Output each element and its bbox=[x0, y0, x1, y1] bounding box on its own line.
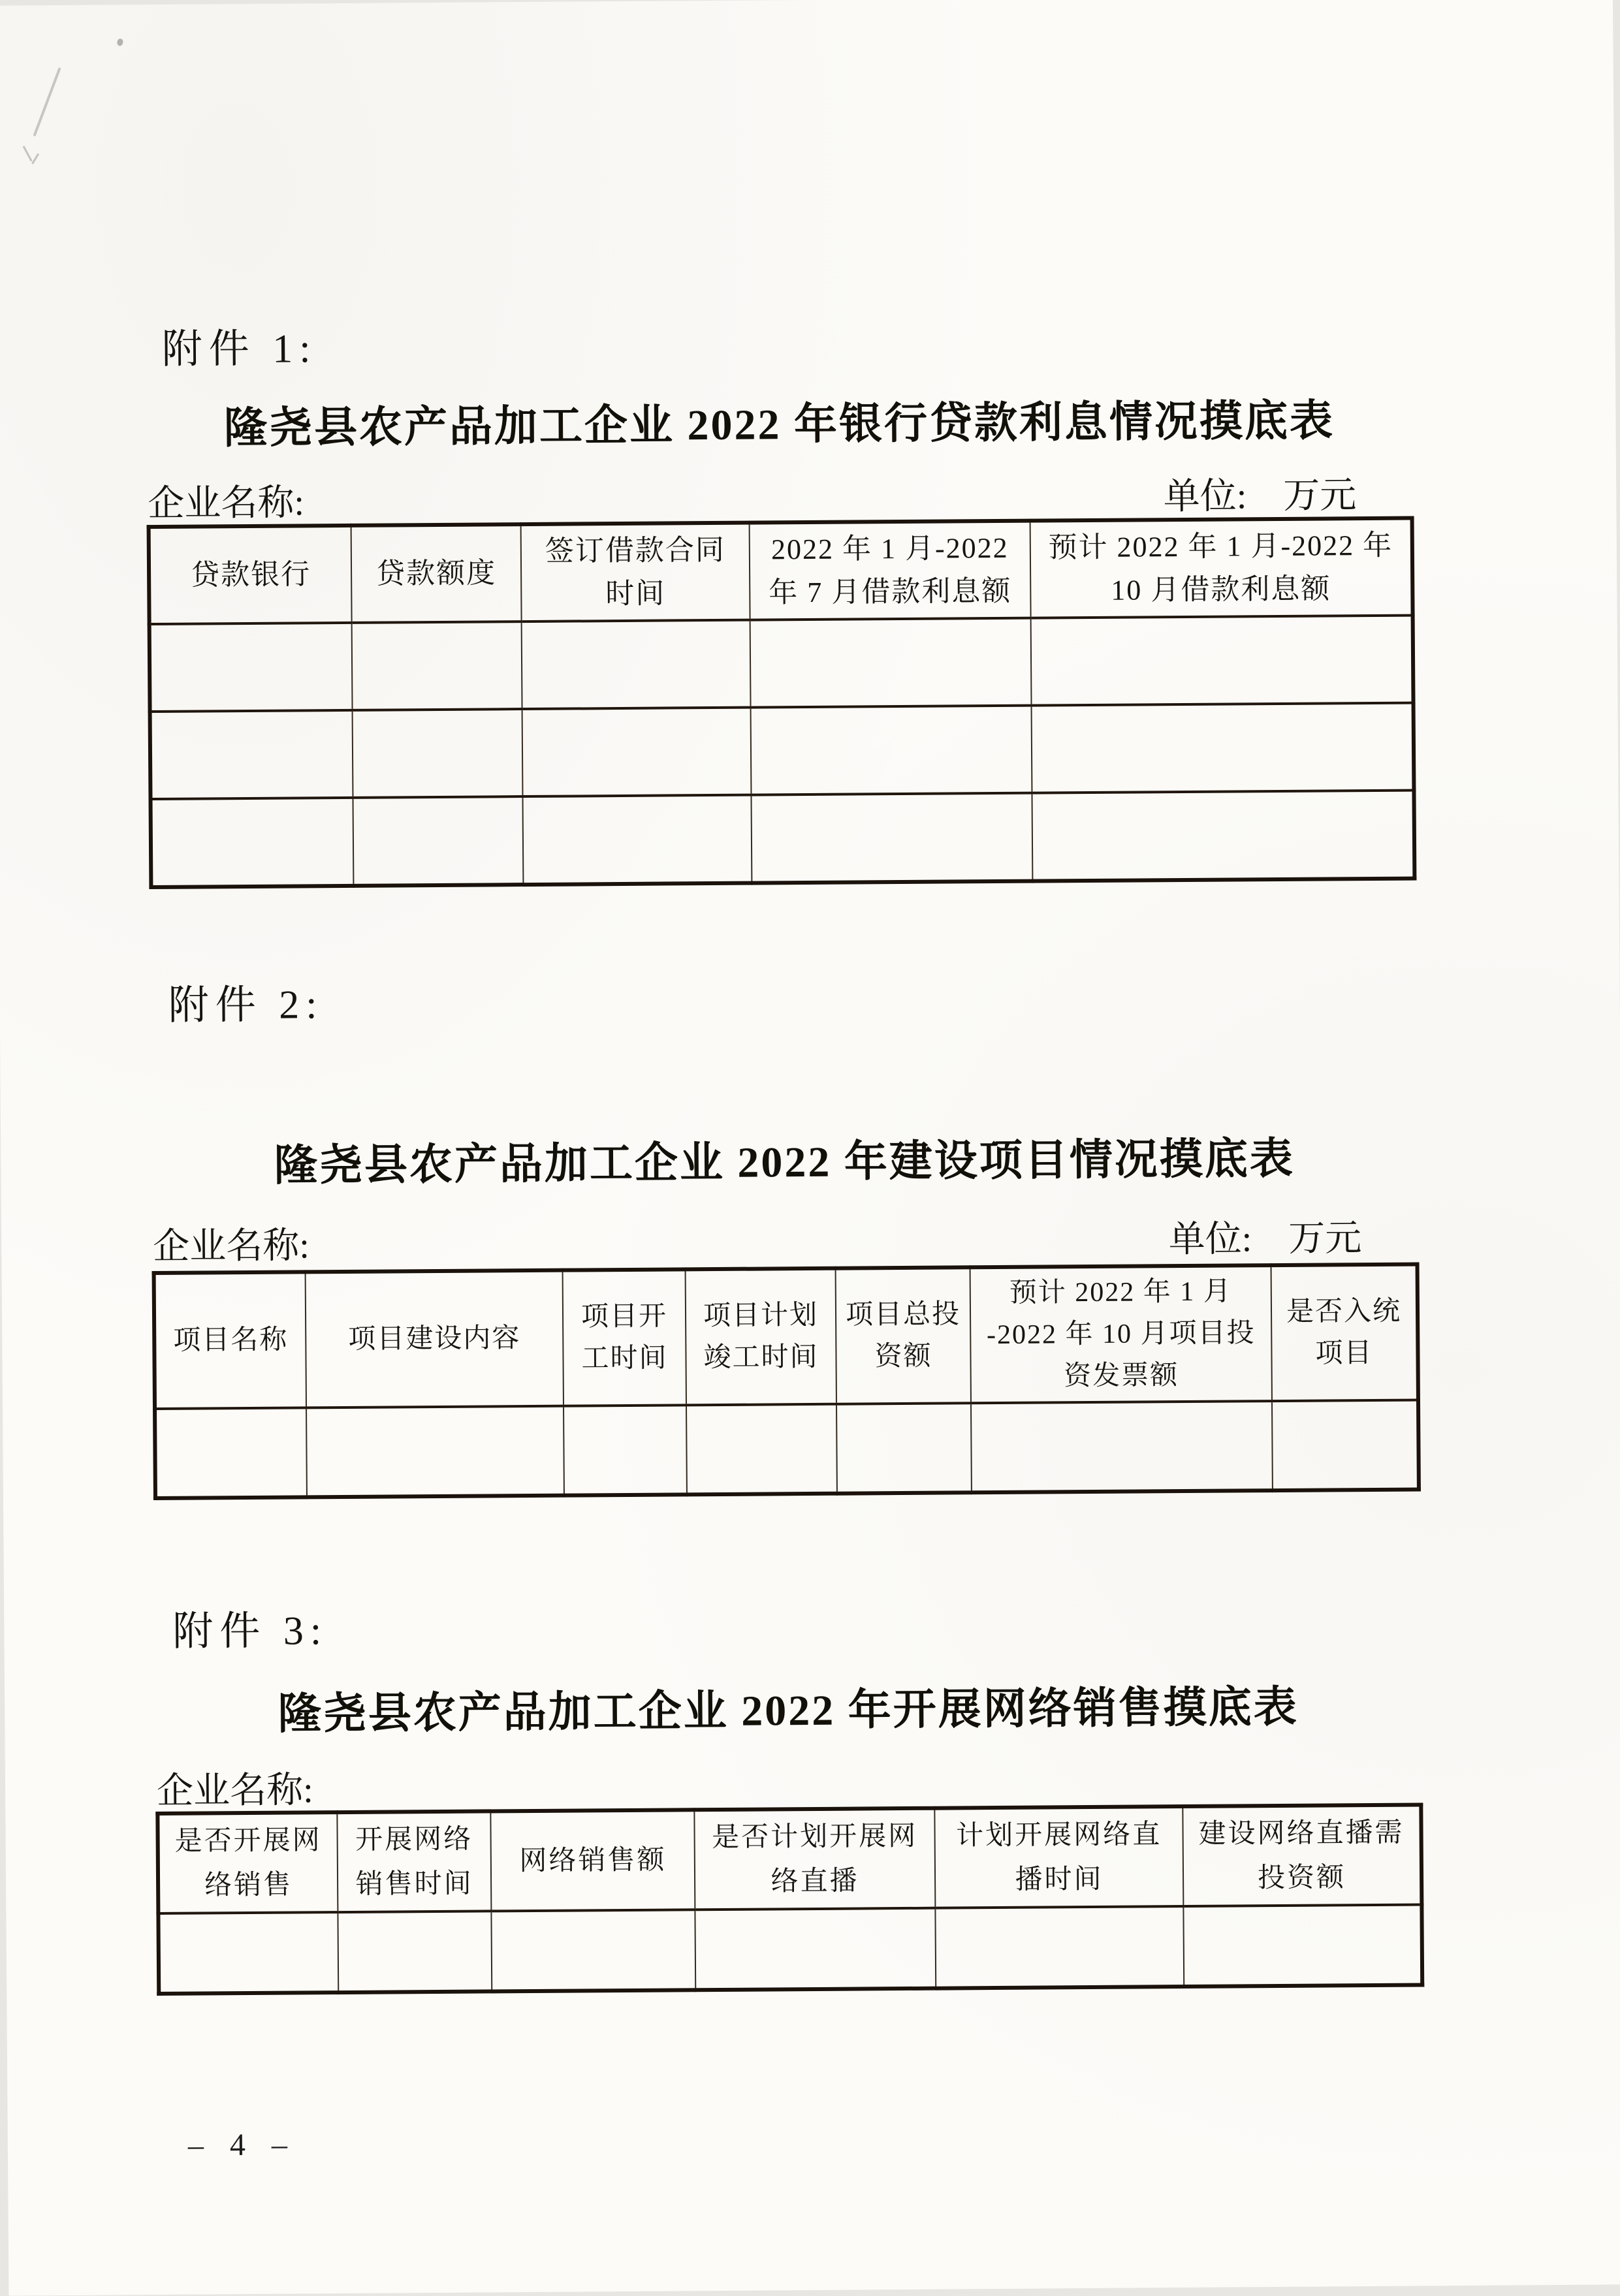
empty-cell bbox=[751, 793, 1032, 883]
scan-artifact bbox=[117, 39, 123, 46]
empty-cell bbox=[836, 1404, 972, 1494]
column-header: 是否计划开展网络直播 bbox=[694, 1808, 935, 1910]
column-header: 网络销售额 bbox=[490, 1810, 695, 1911]
online-sales-table bbox=[155, 1802, 1424, 1996]
empty-cell bbox=[150, 623, 353, 712]
attachment-2-label: 附件 2: bbox=[168, 983, 324, 1028]
scan-artifact bbox=[33, 67, 61, 136]
empty-cell bbox=[751, 706, 1032, 795]
attachment-2-meta bbox=[153, 1209, 1416, 1270]
empty-cell bbox=[151, 798, 354, 887]
column-header: 计划开展网络直播时间 bbox=[934, 1806, 1183, 1908]
empty-cell bbox=[352, 621, 522, 710]
column-header: 预计 2022 年 1 月 -2022 年 10 月项目投资发票额 bbox=[970, 1265, 1272, 1404]
column-header: 开展网络销售时间 bbox=[337, 1811, 491, 1912]
column-header: 项目开工时间 bbox=[563, 1269, 686, 1406]
empty-cell bbox=[491, 1910, 695, 1991]
table-header-row bbox=[149, 518, 1413, 625]
column-header: 项目计划竣工时间 bbox=[686, 1268, 836, 1406]
empty-cell bbox=[353, 796, 523, 886]
column-header: 项目建设内容 bbox=[306, 1270, 564, 1408]
column-header: 项目名称 bbox=[154, 1272, 306, 1409]
empty-cell bbox=[971, 1402, 1273, 1493]
attachment-3-title: 隆尧县农产品加工企业 2022 年开展网络销售摸底表 bbox=[278, 1683, 1299, 1738]
empty-cell bbox=[306, 1406, 564, 1498]
company-name-label: 企业名称: bbox=[153, 1225, 310, 1268]
attachment-3-label: 附件 3: bbox=[172, 1609, 328, 1654]
column-header: 建设网络直播需投资额 bbox=[1183, 1804, 1421, 1906]
empty-cell bbox=[353, 709, 523, 798]
empty-cell bbox=[522, 708, 752, 796]
empty-cell bbox=[522, 620, 751, 709]
scan-artifact bbox=[31, 153, 39, 165]
construction-project-table bbox=[152, 1262, 1421, 1500]
column-header: 签订借款合同时间 bbox=[521, 523, 750, 621]
page-number: – 4 – bbox=[187, 2127, 297, 2163]
empty-cell bbox=[155, 1408, 307, 1499]
company-name-label: 企业名称: bbox=[148, 482, 305, 525]
empty-cell bbox=[338, 1911, 492, 1993]
empty-cell bbox=[1032, 791, 1414, 881]
column-header: 贷款银行 bbox=[149, 526, 352, 624]
empty-cell bbox=[1031, 616, 1414, 706]
empty-cell bbox=[1032, 703, 1414, 793]
table-row bbox=[158, 1905, 1422, 1994]
bank-loan-interest-table bbox=[147, 516, 1417, 890]
column-header: 预计 2022 年 1 月-2022 年 10 月借款利息额 bbox=[1030, 518, 1413, 618]
column-header: 是否开展网络销售 bbox=[157, 1812, 338, 1913]
table-row bbox=[151, 791, 1415, 888]
table-row bbox=[150, 703, 1414, 800]
attachment-2-title: 隆尧县农产品加工企业 2022 年建设项目情况摸底表 bbox=[274, 1135, 1295, 1190]
unit-label: 单位: 万元 bbox=[1163, 475, 1357, 518]
empty-cell bbox=[695, 1908, 936, 1990]
empty-cell bbox=[1272, 1400, 1419, 1491]
empty-cell bbox=[522, 795, 752, 885]
scan-artifact bbox=[23, 146, 33, 161]
empty-cell bbox=[564, 1406, 687, 1496]
column-header: 项目总投资额 bbox=[836, 1267, 971, 1404]
empty-cell bbox=[686, 1404, 837, 1495]
empty-cell bbox=[158, 1912, 338, 1994]
attachment-1-title: 隆尧县农产品加工企业 2022 年银行贷款利息情况摸底表 bbox=[223, 397, 1335, 453]
empty-cell bbox=[1183, 1905, 1422, 1987]
table-row bbox=[155, 1400, 1419, 1499]
table-row bbox=[150, 616, 1414, 712]
table-header-row bbox=[154, 1265, 1418, 1409]
company-name-label: 企业名称: bbox=[156, 1770, 313, 1812]
column-header: 2022 年 1 月-2022 年 7 月借款利息额 bbox=[750, 521, 1031, 620]
empty-cell bbox=[750, 618, 1032, 708]
empty-cell bbox=[935, 1906, 1184, 1989]
attachment-1-label: 附件 1: bbox=[161, 326, 317, 372]
empty-cell bbox=[150, 710, 353, 799]
table-header-row bbox=[157, 1804, 1421, 1913]
column-header: 贷款额度 bbox=[351, 524, 522, 623]
column-header: 是否入统项目 bbox=[1271, 1265, 1418, 1402]
unit-label: 单位: 万元 bbox=[1168, 1218, 1362, 1261]
